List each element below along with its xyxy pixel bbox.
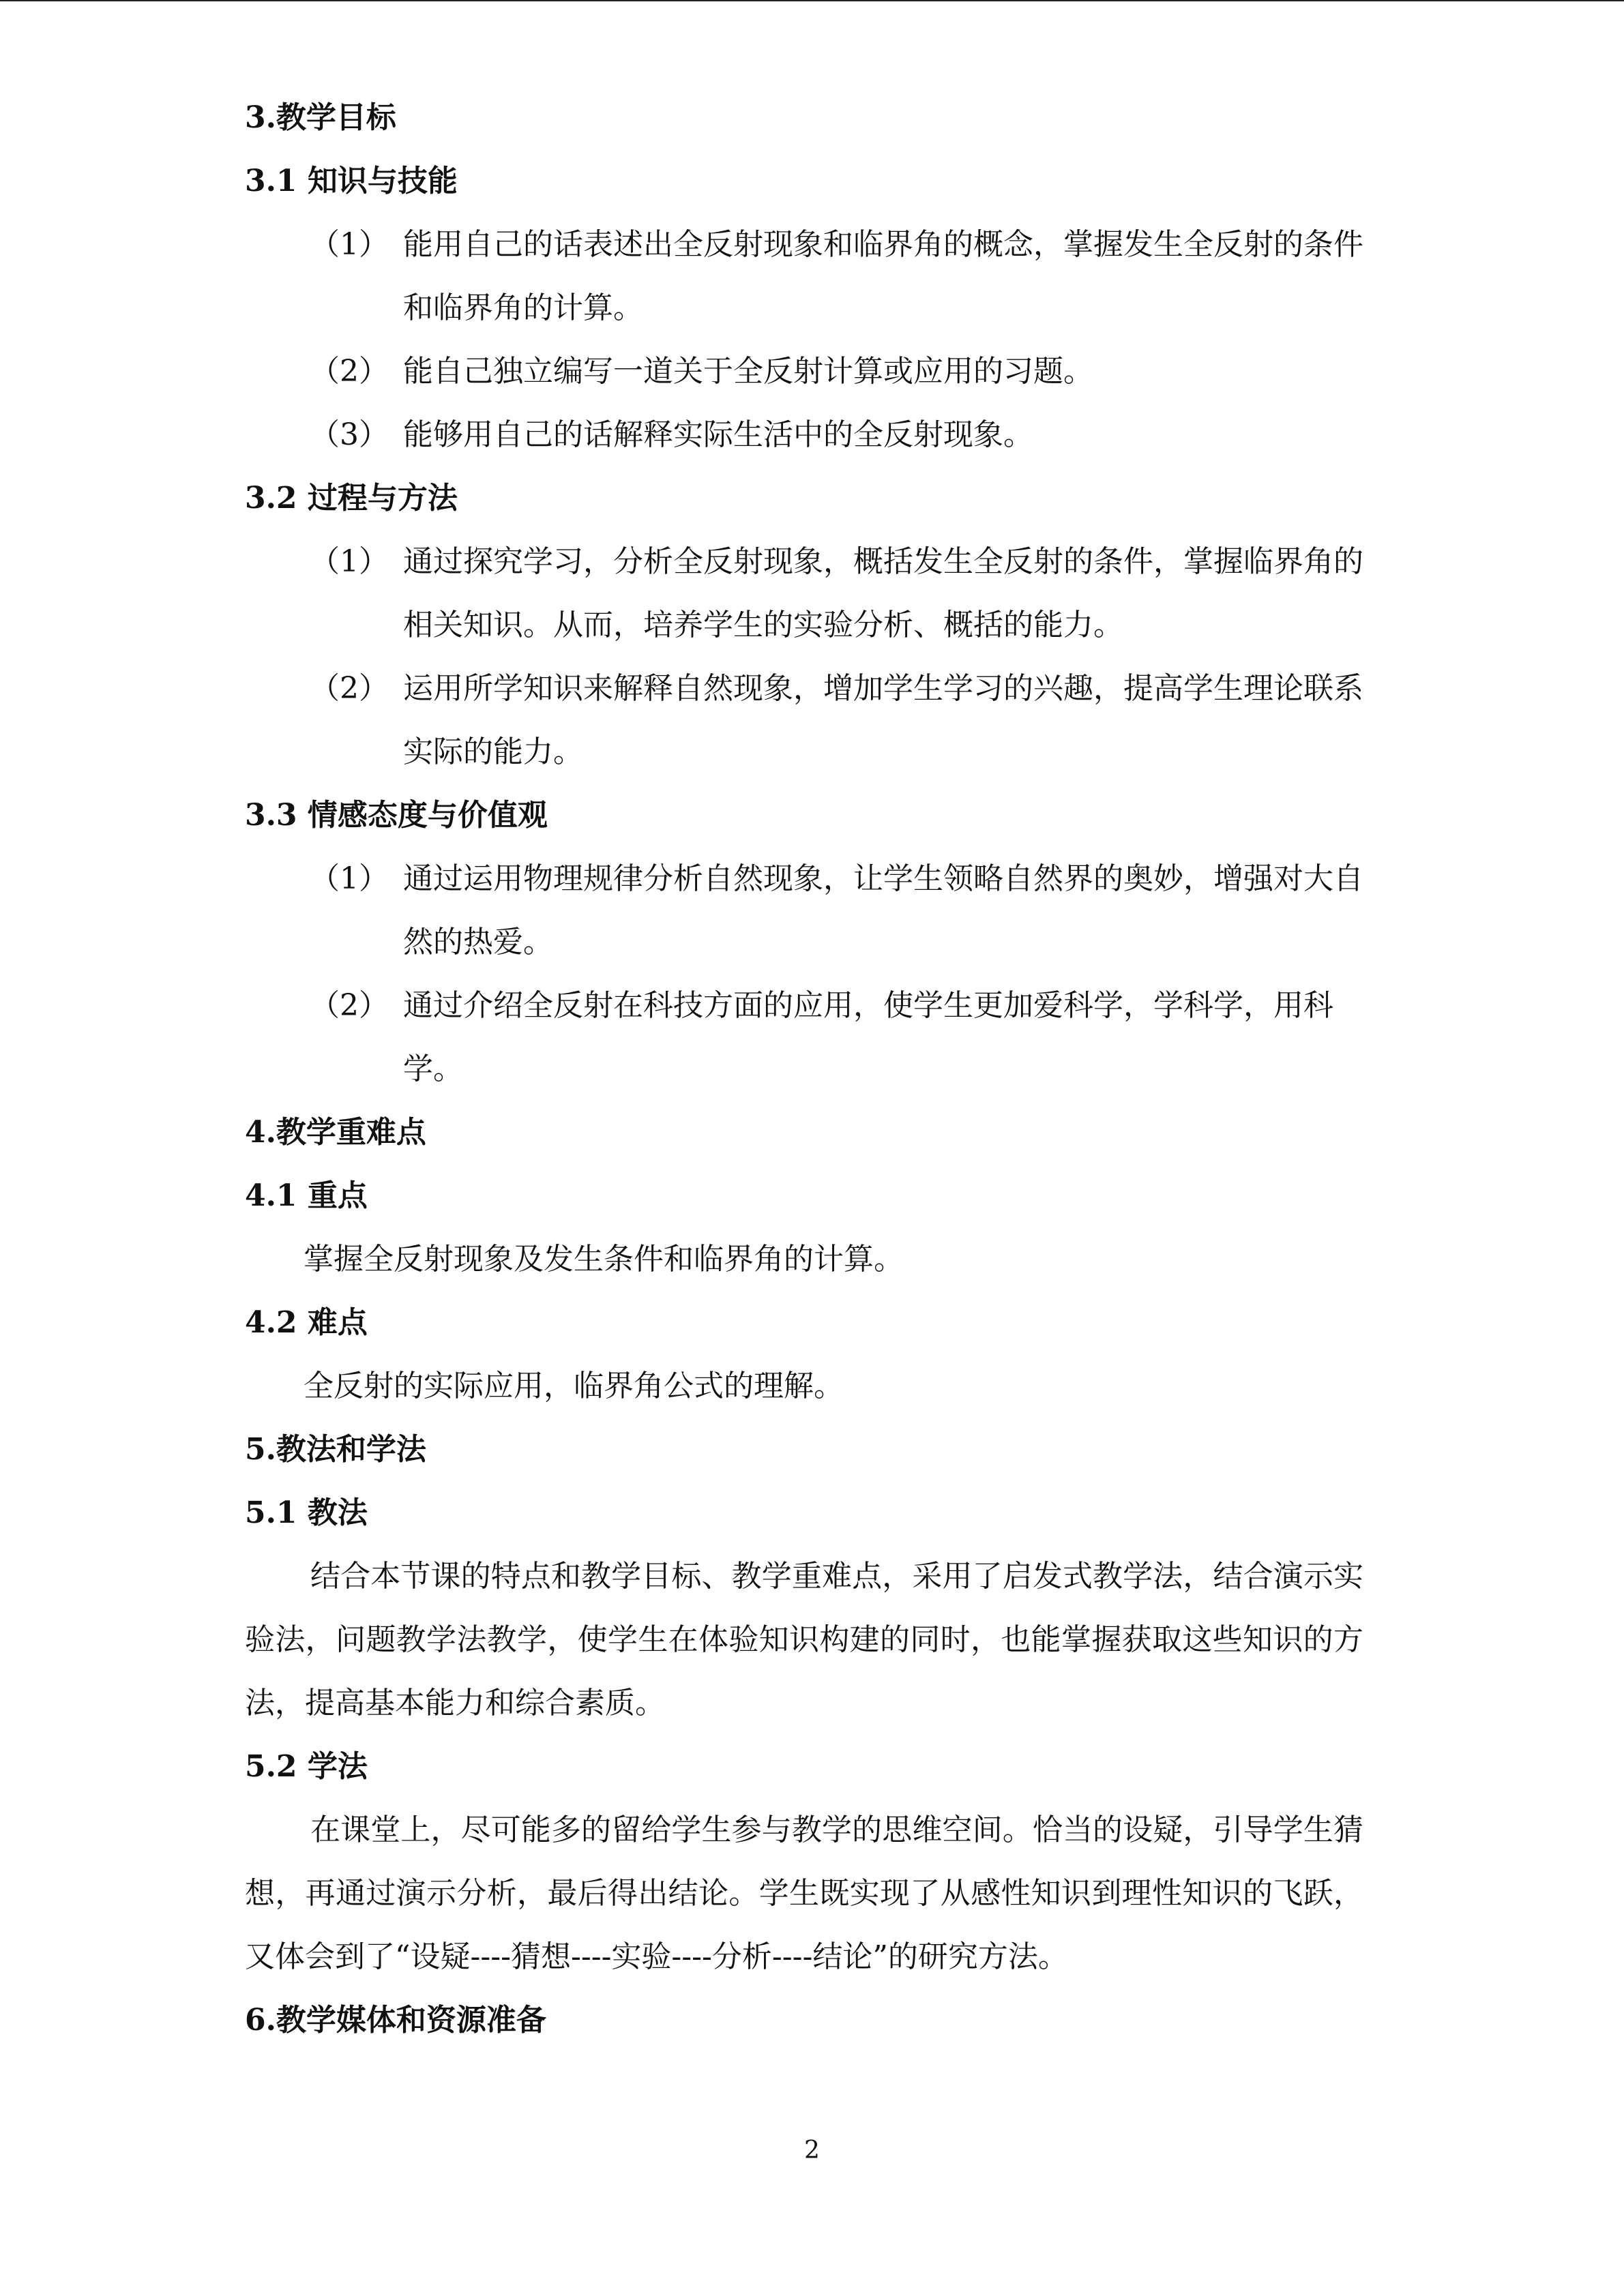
body-text: 全反射的实际应用，临界角公式的理解。 <box>304 1369 844 1403</box>
section-heading-5-1: 5.1 教法 <box>245 1495 368 1530</box>
section-heading-3-2: 3.2 过程与方法 <box>245 481 458 516</box>
list-item <box>245 213 1363 340</box>
section-heading-4-1: 4.1 重点 <box>245 1178 368 1213</box>
list-item-text: 通过介绍全反射在科技方面的应用，使学生更加爱科学，学科学，用科学。 <box>403 988 1333 1086</box>
list-item-number: （3） <box>310 417 389 452</box>
list-item <box>245 403 1363 466</box>
list-item-number: （2） <box>310 988 389 1023</box>
section-heading-5: 5.教法和学法 <box>245 1432 426 1467</box>
list-item-text: 能自己独立编写一道关于全反射计算或应用的习题。 <box>403 354 1093 389</box>
list-item <box>245 974 1363 1101</box>
page-number: 2 <box>804 2136 820 2164</box>
section-heading-4-2: 4.2 难点 <box>245 1305 368 1340</box>
document-body <box>245 86 1363 2052</box>
list-item-number: （2） <box>310 671 389 706</box>
list-item-number: （1） <box>310 544 389 579</box>
list-item <box>245 340 1363 403</box>
list-item <box>245 847 1363 974</box>
list-item-number: （1） <box>310 227 389 262</box>
body-paragraph: 结合本节课的特点和教学目标、教学重难点，采用了启发式教学法，结合演示实验法，问题教学法教学，使学生在体验知识构建的同时，也能掌握获取这些知识的方法，提高基本能力和综合素质。 <box>245 1559 1363 1720</box>
section-heading-6: 6.教学媒体和资源准备 <box>245 2003 546 2038</box>
list-item-text: 通过运用物理规律分析自然现象，让学生领略自然界的奥妙，增强对大自然的热爱。 <box>403 861 1363 959</box>
section-heading-4: 4.教学重难点 <box>245 1115 426 1150</box>
list-item-text: 能够用自己的话解释实际生活中的全反射现象。 <box>403 417 1033 452</box>
list-item-text: 能用自己的话表述出全反射现象和临界角的概念，掌握发生全反射的条件和临界角的计算。 <box>403 227 1363 325</box>
body-text: 掌握全反射现象及发生条件和临界角的计算。 <box>304 1242 904 1277</box>
section-heading-3-1: 3.1 知识与技能 <box>245 164 458 198</box>
section-heading-3-3: 3.3 情感态度与价值观 <box>245 798 548 833</box>
list-item-text: 运用所学知识来解释自然现象，增加学生学习的兴趣，提高学生理论联系实际的能力。 <box>403 671 1363 769</box>
list-item-number: （2） <box>310 354 389 389</box>
list-item-number: （1） <box>310 861 389 896</box>
body-paragraph: 在课堂上，尽可能多的留给学生参与教学的思维空间。恰当的设疑，引导学生猜想，再通过演示分析，最后得出结论。学生既实现了从感性知识到理性知识的飞跃，又体会到了“设疑----猜想----实验----分析----结论”的研究方法。 <box>245 1813 1363 1974</box>
list-item <box>245 657 1363 784</box>
list-item-text: 通过探究学习，分析全反射现象，概括发生全反射的条件，掌握临界角的相关知识。从而，培养学生的实验分析、概括的能力。 <box>403 544 1363 642</box>
section-heading-5-2: 5.2 学法 <box>245 1749 368 1784</box>
list-item <box>245 530 1363 657</box>
section-heading-3: 3.教学目标 <box>245 100 396 135</box>
